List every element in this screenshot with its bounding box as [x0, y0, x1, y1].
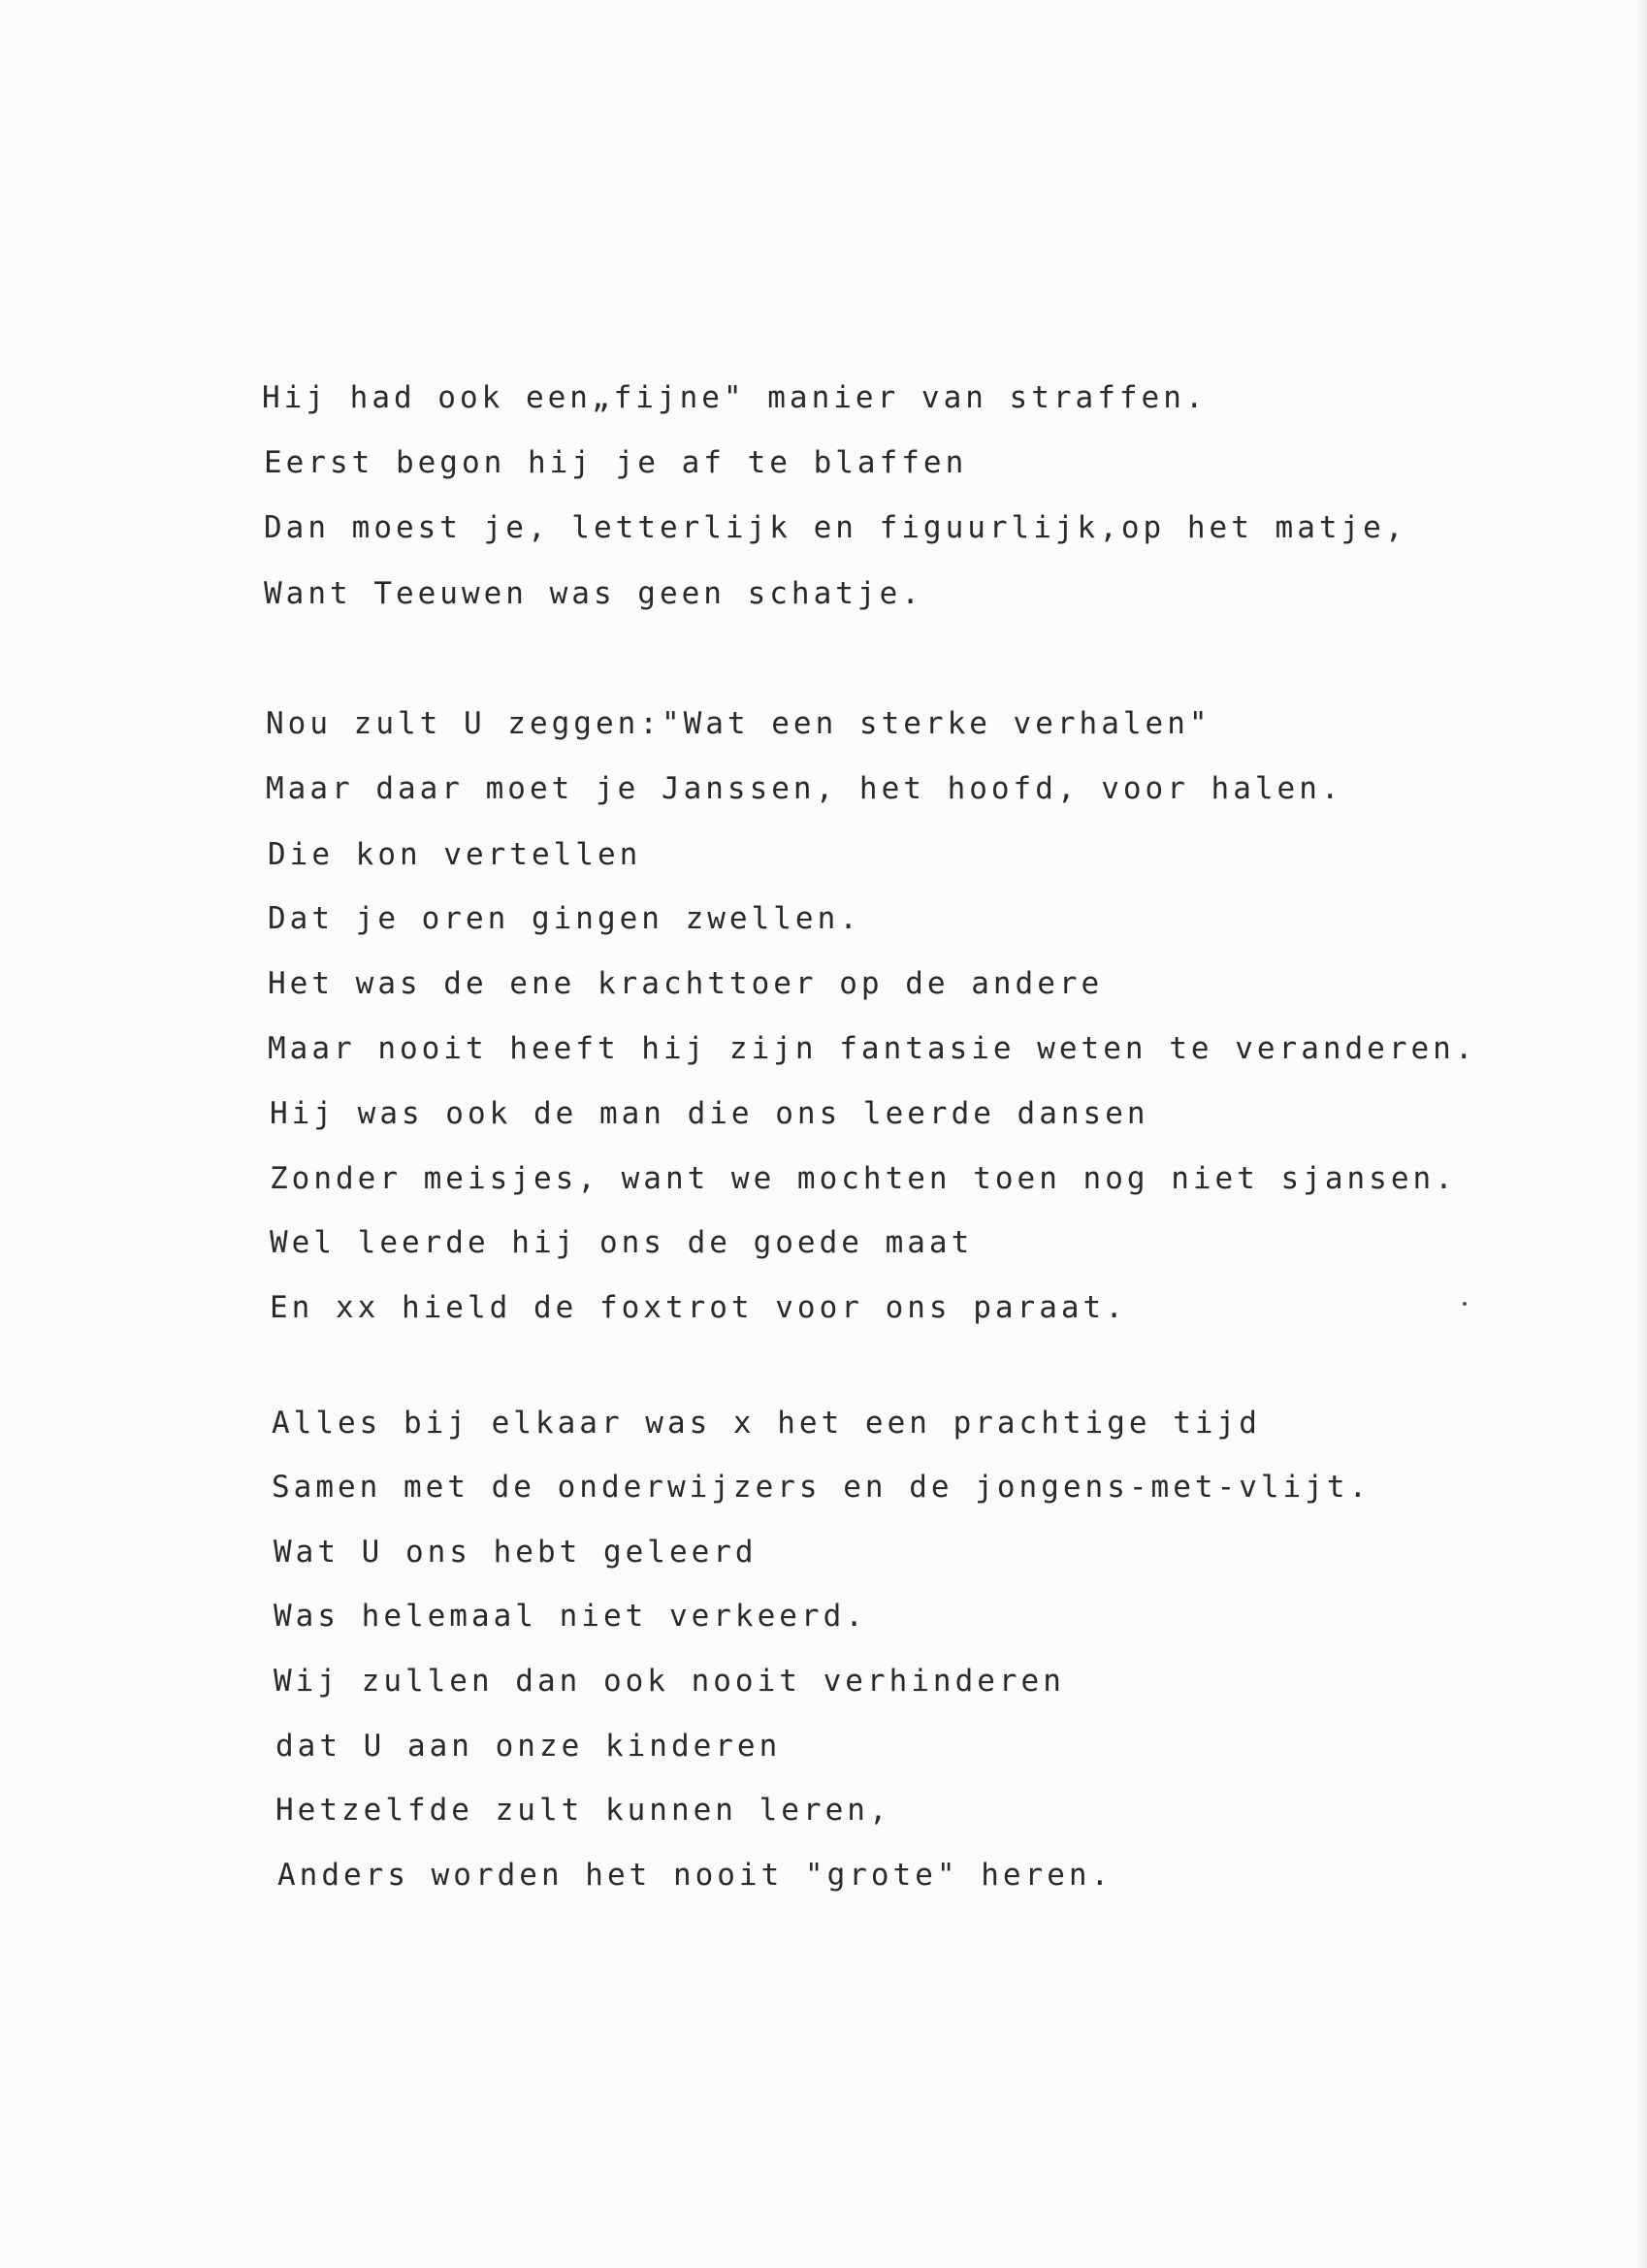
poem-line: Nou zult U zeggen:"Wat een sterke verhalen": [266, 706, 1211, 741]
poem-line: Hetzelfde zult kunnen leren,: [275, 1793, 891, 1828]
poem-line: Anders worden het nooit "grote" heren.: [277, 1858, 1114, 1893]
poem-line: Maar daar moet je Janssen, het hoofd, voor halen.: [266, 771, 1343, 806]
poem-line: Zonder meisjes, want we mochten toen nog niet sjansen.: [270, 1161, 1457, 1196]
poem-line: En xx hield de foxtrot voor ons paraat.: [270, 1290, 1127, 1325]
page-edge-shadow: [1637, 0, 1647, 2268]
poem-line: Het was de ene krachttoer op de andere: [268, 966, 1104, 1001]
poem-line: Hij was ook de man die ons leerde dansen: [270, 1096, 1149, 1131]
poem-line: Die kon vertellen: [268, 837, 642, 872]
poem-line: Was helemaal niet verkeerd.: [274, 1599, 867, 1634]
poem-line: Dan moest je, letterlijk en figuurlijk,op het matje,: [264, 510, 1407, 545]
poem-line: Eerst begon hij je af te blaffen: [264, 445, 968, 480]
poem-line: Wel leerde hij ons de goede maat: [270, 1225, 974, 1260]
poem-line: Alles bij elkaar was x het een prachtige tijd: [272, 1406, 1261, 1441]
poem-line: Wat U ons hebt geleerd: [274, 1535, 758, 1570]
poem-line: Dat je oren gingen zwellen.: [268, 901, 861, 936]
ink-speck: [1463, 1302, 1467, 1306]
poem-line: Maar nooit heeft hij zijn fantasie weten te veranderen.: [268, 1031, 1477, 1066]
poem-line: Hij had ook een„fijne" manier van straffen.: [262, 380, 1208, 415]
poem-line: Want Teeuwen was geen schatje.: [264, 576, 923, 611]
poem-line: Samen met de onderwijzers en de jongens-met-vlijt.: [272, 1470, 1372, 1505]
poem-line: Wij zullen dan ook nooit verhinderen: [274, 1664, 1065, 1699]
poem-line: dat U aan onze kinderen: [275, 1729, 782, 1764]
